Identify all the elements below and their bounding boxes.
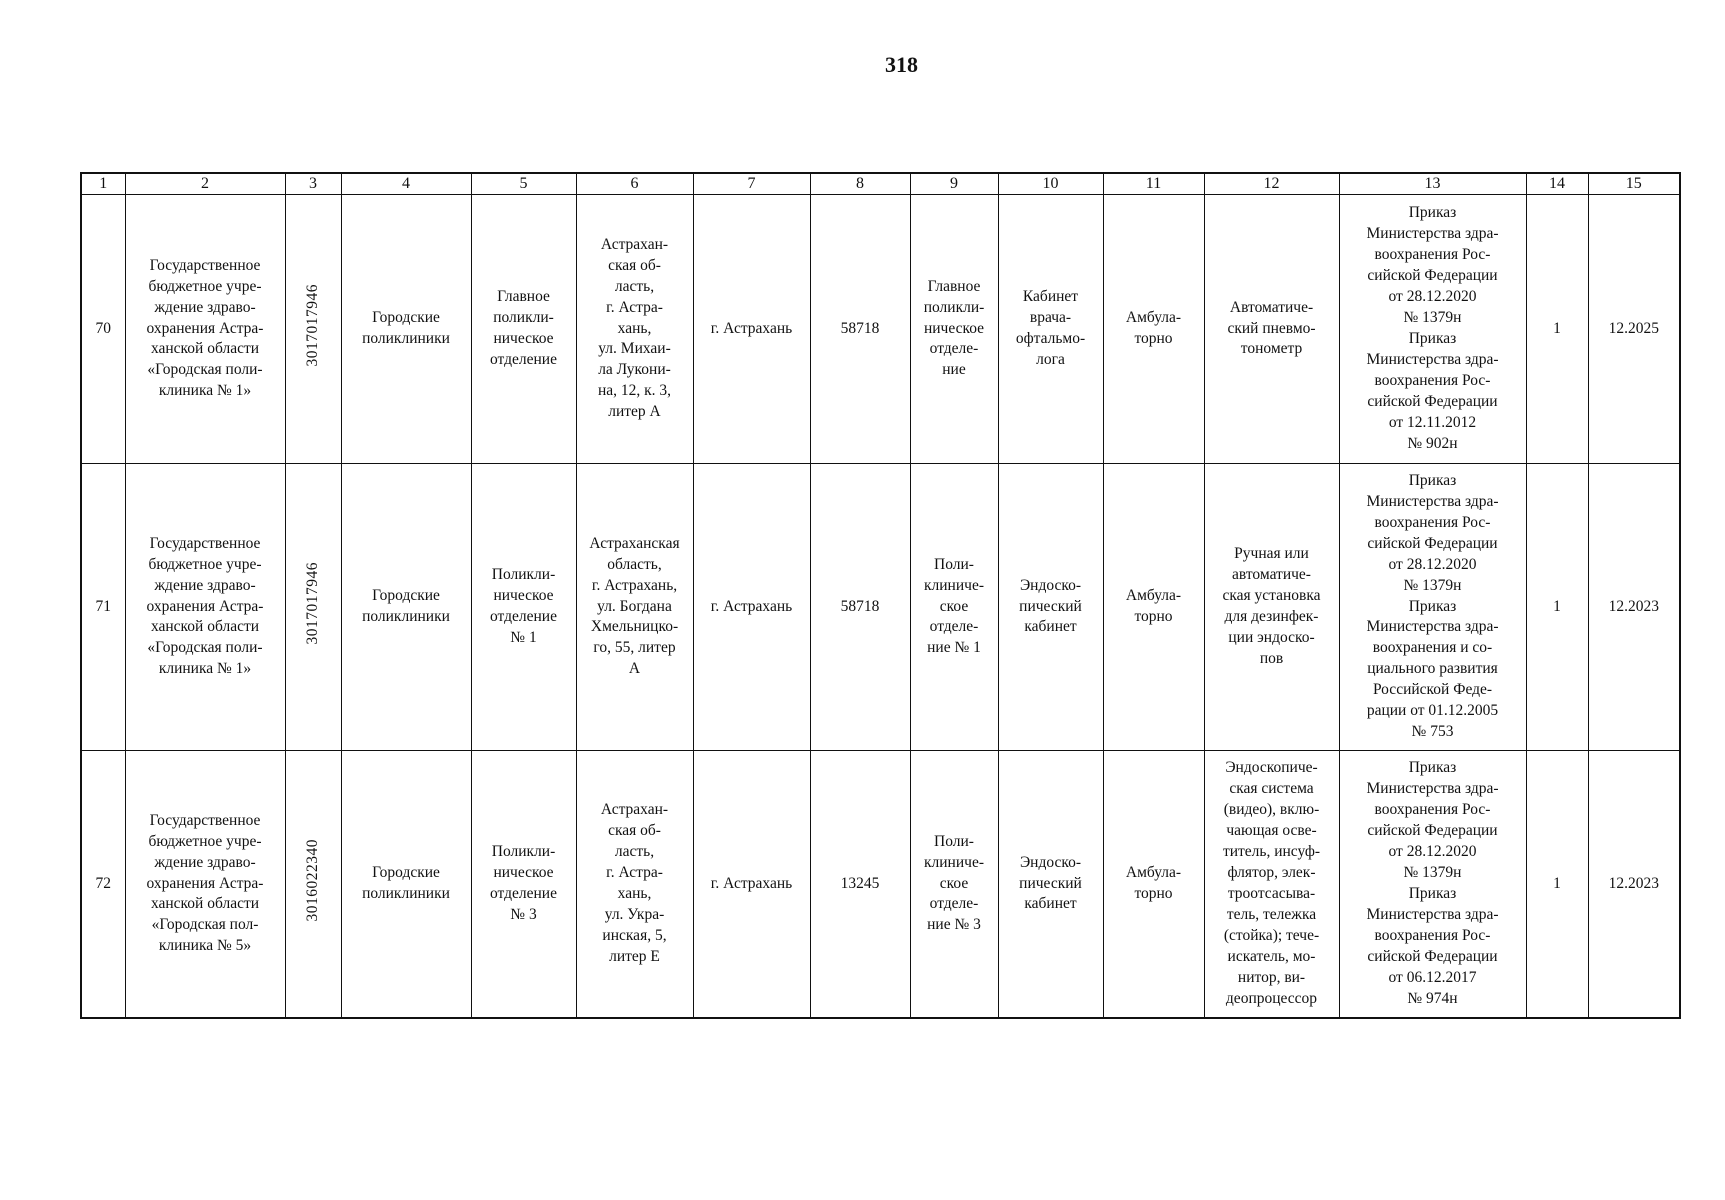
address: Астрахан- ская об- ласть, г. Астра- хань, ул. Укра- инская, 5, литер Е — [576, 751, 693, 1019]
facility-type: Городские поликлиники — [341, 751, 471, 1019]
row-number: 72 — [81, 751, 125, 1019]
column-number: 12 — [1204, 173, 1339, 195]
column-number: 2 — [125, 173, 285, 195]
column-number: 9 — [910, 173, 998, 195]
address: Астрахан- ская об- ласть, г. Астра- хань, ул. Михаи- ла Лукони- на, 12, к. 3, литер А — [576, 195, 693, 464]
organization-name: Государственное бюджетное учре- ждение здраво- охранения Астра- ханской области «Городская пол- клиника № 5» — [125, 751, 285, 1019]
column-number-row — [81, 173, 1680, 195]
equipment: Эндоскопиче- ская система (видео), вклю- чающая осве- титель, инсуф- флятор, элек- троотсасыва- тель, тележка (стойка); тече- искатель, мо- нитор, ви- деопроцессор — [1204, 751, 1339, 1019]
inn-value: 3017017946 — [303, 562, 321, 645]
page-number: 318 — [885, 52, 918, 77]
city: г. Астрахань — [693, 195, 810, 464]
subdivision: Поли- клиниче- ское отделе- ние № 3 — [910, 751, 998, 1019]
equipment: Ручная или автоматиче- ская установка для дезинфек- ции эндоско- пов — [1204, 464, 1339, 751]
regulatory-orders: Приказ Министерства здра- воохранения Рос- сийской Федерации от 28.12.2020 № 1379н Приказ Министерства здра- воохранения Рос- сийской Федерации от 12.11.2012 № 902н — [1339, 195, 1526, 464]
equipment-registry-table — [80, 172, 1681, 1019]
column-number: 10 — [998, 173, 1103, 195]
room: Эндоско- пический кабинет — [998, 464, 1103, 751]
city: г. Астрахань — [693, 751, 810, 1019]
column-number: 3 — [285, 173, 341, 195]
quantity: 1 — [1526, 751, 1588, 1019]
care-form: Амбула- торно — [1103, 464, 1204, 751]
date: 12.2023 — [1588, 464, 1680, 751]
subdivision: Главное поликли- ническое отделе- ние — [910, 195, 998, 464]
inn-cell — [285, 195, 341, 464]
inn-cell — [285, 751, 341, 1019]
column-number: 14 — [1526, 173, 1588, 195]
column-number: 15 — [1588, 173, 1680, 195]
address: Астраханская область, г. Астрахань, ул. Богдана Хмельницко- го, 55, литер А — [576, 464, 693, 751]
department-name: Главное поликли- ническое отделение — [471, 195, 576, 464]
inn-cell — [285, 464, 341, 751]
facility-type: Городские поликлиники — [341, 464, 471, 751]
facility-type: Городские поликлиники — [341, 195, 471, 464]
table-row — [81, 195, 1680, 464]
table-row — [81, 751, 1680, 1019]
column-number: 1 — [81, 173, 125, 195]
room: Кабинет врача- офтальмо- лога — [998, 195, 1103, 464]
equipment: Автоматиче- ский пневмо- тонометр — [1204, 195, 1339, 464]
locality-code: 13245 — [810, 751, 910, 1019]
inn-value: 3016022340 — [303, 839, 321, 922]
row-number: 71 — [81, 464, 125, 751]
department-name: Поликли- ническое отделение № 1 — [471, 464, 576, 751]
department-name: Поликли- ническое отделение № 3 — [471, 751, 576, 1019]
regulatory-orders: Приказ Министерства здра- воохранения Рос- сийской Федерации от 28.12.2020 № 1379н Приказ Министерства здра- воохранения Рос- сийской Федерации от 06.12.2017 № 974н — [1339, 751, 1526, 1019]
organization-name: Государственное бюджетное учре- ждение здраво- охранения Астра- ханской области «Городская поли- клиника № 1» — [125, 195, 285, 464]
column-number: 4 — [341, 173, 471, 195]
care-form: Амбула- торно — [1103, 751, 1204, 1019]
column-number: 5 — [471, 173, 576, 195]
locality-code: 58718 — [810, 195, 910, 464]
column-number: 6 — [576, 173, 693, 195]
inn-value: 3017017946 — [303, 284, 321, 367]
locality-code: 58718 — [810, 464, 910, 751]
row-number: 70 — [81, 195, 125, 464]
date: 12.2025 — [1588, 195, 1680, 464]
organization-name: Государственное бюджетное учре- ждение здраво- охранения Астра- ханской области «Городская поли- клиника № 1» — [125, 464, 285, 751]
table-row — [81, 464, 1680, 751]
column-number: 8 — [810, 173, 910, 195]
care-form: Амбула- торно — [1103, 195, 1204, 464]
column-number: 11 — [1103, 173, 1204, 195]
city: г. Астрахань — [693, 464, 810, 751]
regulatory-orders: Приказ Министерства здра- воохранения Рос- сийской Федерации от 28.12.2020 № 1379н Приказ Министерства здра- воохранения и со- циального развития Российской Феде- рации от 01.12.2005 № 753 — [1339, 464, 1526, 751]
subdivision: Поли- клиниче- ское отделе- ние № 1 — [910, 464, 998, 751]
room: Эндоско- пический кабинет — [998, 751, 1103, 1019]
column-number: 7 — [693, 173, 810, 195]
column-number: 13 — [1339, 173, 1526, 195]
quantity: 1 — [1526, 195, 1588, 464]
quantity: 1 — [1526, 464, 1588, 751]
date: 12.2023 — [1588, 751, 1680, 1019]
